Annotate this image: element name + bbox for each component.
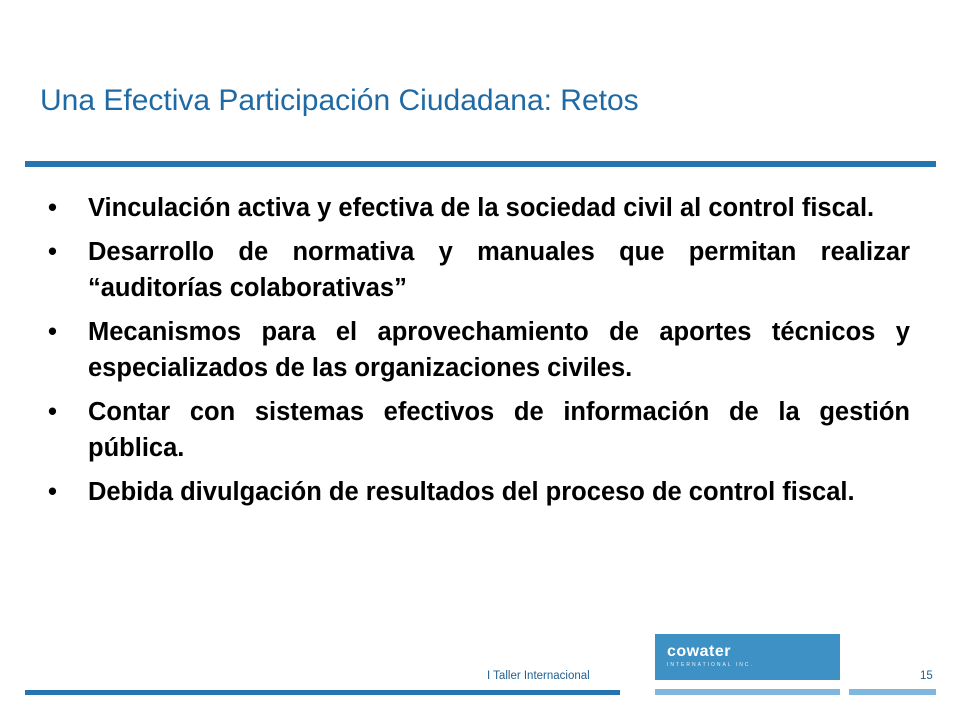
bullet-item [48, 234, 910, 306]
logo-accent-bar-right [849, 689, 936, 695]
bullet-marker: • [48, 238, 57, 266]
footer-event-name: I Taller Internacional [487, 670, 590, 682]
bullet-text: Desarrollo de normativa y manuales que permitan realizar “auditorías colaborativas” [88, 238, 910, 302]
logo-accent-bar-left [655, 689, 840, 695]
title-underline-rule [25, 161, 936, 167]
bullet-text: Mecanismos para el aprovechamiento de aportes técnicos y especializados de las organizaciones civiles. [88, 318, 910, 382]
bullet-item [48, 190, 910, 226]
page-number: 15 [920, 670, 933, 682]
logo-wordmark: cowater [667, 643, 731, 660]
bullet-text: Contar con sistemas efectivos de información de la gestión pública. [88, 398, 910, 462]
bullet-text: Vinculación activa y efectiva de la sociedad civil al control fiscal. [88, 194, 875, 222]
bullet-text: Debida divulgación de resultados del proceso de control fiscal. [88, 478, 855, 506]
bullet-item [48, 394, 910, 466]
bullet-item [48, 474, 910, 510]
slide-title: Una Efectiva Participación Ciudadana: Retos [40, 84, 639, 117]
logo-subtitle: INTERNATIONAL INC. [667, 662, 754, 668]
bullet-marker: • [48, 478, 57, 506]
bullet-marker: • [48, 194, 57, 222]
cowater-logo [655, 634, 840, 680]
bullet-list [48, 190, 910, 518]
bullet-marker: • [48, 398, 57, 426]
bullet-marker: • [48, 318, 57, 346]
bullet-item [48, 314, 910, 386]
footer-rule [25, 690, 620, 695]
